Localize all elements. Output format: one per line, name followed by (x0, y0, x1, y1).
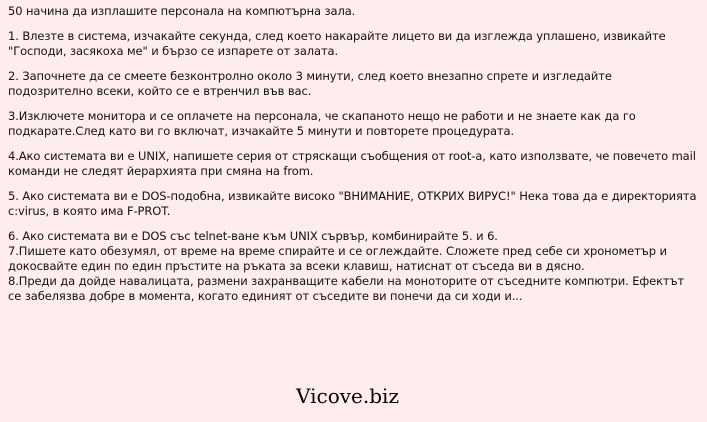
list-item: 1. Влезте в системa, изчакайте секунда, след което накарайте лицето ви да изглежда уплашено, извикайте "Господи, засякохa ме" и бързо се изпарете от залата. (8, 29, 666, 58)
article-body (8, 4, 698, 304)
article-title: 50 начина да изплашите персонала на компютърна зала. (8, 4, 356, 18)
list-item: 2. Започнете да се смеете безконтролно около 3 минути, след което внезапно спрете и изгледайте подозрително всеки, който се е втренчил във вас. (8, 69, 612, 98)
list-item: 8.Преди да дойде навалицата, размени захранващите кабели на моноторите от съседните компютри. Ефектът се забелязва добре в момента, когато единият от съседите ви понечи да си ходи и... (8, 274, 685, 303)
list-item: 3.Изключете монитора и се оплачете на персонала, че скапаното нещо не работи и не знаете как да го подкарате.След като ви го включат, изчакайте 5 минути и повторете процедурата. (8, 109, 636, 138)
site-name-link[interactable]: Vicove.biz (296, 384, 399, 408)
list-item: 5. Ако системата ви е DOS-подобна, извикайте високо "ВНИМАНИЕ, ОТКРИХ ВИРУС!" Нека това да е директорията c:virus, в която има F-PROT. (8, 189, 697, 218)
list-item: 6. Ако системата ви е DOS със telnet-ване към UNIX сървър, комбинирайте 5. и 6. (8, 229, 498, 243)
list-item: 7.Пишете като обезумял, от време на време спирайте и се оглеждайте. Сложете пред себе си хронометър и докосвайте един по един пръстите на ръката за всеки клавиш, натиснат от съседа ви в дясно. (8, 244, 667, 273)
list-item: 4.Ако системата ви е UNIX, напишете серия от стряскащи съобщения от root-a, като използвате, че повечето mail команди не следят йерархията при смяна на from. (8, 149, 696, 178)
site-footer (0, 384, 707, 408)
